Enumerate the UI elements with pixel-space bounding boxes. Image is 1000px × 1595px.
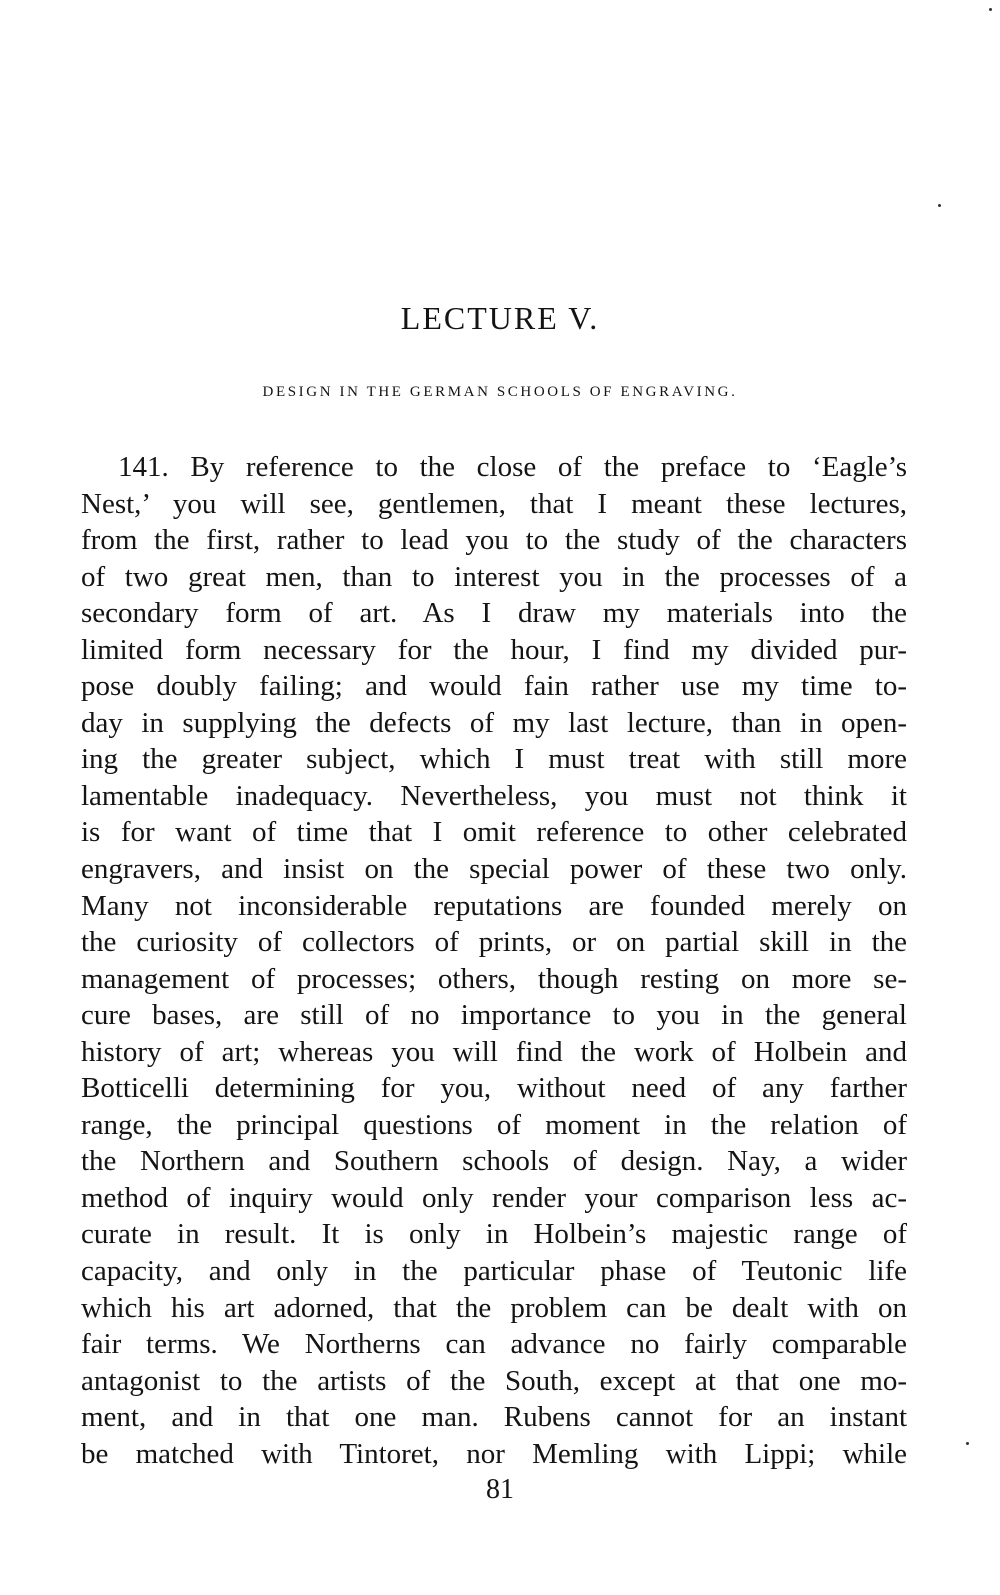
text-line: from the first, rather to lead you to the study of the characters bbox=[81, 524, 907, 557]
text-line: cure bases, are still of no importance to you in the general bbox=[81, 999, 907, 1032]
text-line: management of processes; others, though resting on more se- bbox=[81, 962, 907, 995]
text-line: ing the greater subject, which I must treat with still more bbox=[81, 743, 907, 776]
text-line: pose doubly failing; and would fain rather use my time to- bbox=[81, 670, 907, 703]
text-line: the Northern and Southern schools of design. Nay, a wider bbox=[81, 1145, 907, 1178]
text-line: secondary form of art. As I draw my materials into the bbox=[81, 597, 907, 630]
text-line: antagonist to the artists of the South, except at that one mo- bbox=[81, 1364, 907, 1397]
text-line: lamentable inadequacy. Nevertheless, you must not think it bbox=[81, 779, 907, 812]
text-line: history of art; whereas you will find the work of Holbein and bbox=[81, 1035, 907, 1068]
text-line: ment, and in that one man. Rubens cannot for an instant bbox=[81, 1401, 907, 1434]
text-line: curate in result. It is only in Holbein’s majestic range of bbox=[81, 1218, 907, 1251]
text-line: which his art adorned, that the problem can be dealt with on bbox=[81, 1291, 907, 1324]
text-line: Botticelli determining for you, without need of any farther bbox=[81, 1072, 907, 1105]
scan-speck bbox=[938, 204, 941, 207]
text-line: limited form necessary for the hour, I find my divided pur- bbox=[81, 633, 907, 666]
text-line: the curiosity of collectors of prints, or on partial skill in the bbox=[81, 926, 907, 959]
text-line: capacity, and only in the particular phase of Teutonic life bbox=[81, 1255, 907, 1288]
text-line: is for want of time that I omit reference to other celebrated bbox=[81, 816, 907, 849]
text-line: be matched with Tintoret, nor Memling with Lippi; while bbox=[81, 1437, 907, 1470]
text-line: engravers, and insist on the special power of these two only. bbox=[81, 853, 907, 886]
text-line: Nest,’ you will see, gentlemen, that I meant these lectures, bbox=[81, 487, 907, 520]
text-line: of two great men, than to interest you in the processes of a bbox=[81, 560, 907, 593]
scan-speck bbox=[989, 8, 992, 11]
text-line: Many not inconsiderable reputations are founded merely on bbox=[81, 889, 907, 922]
text-line: day in supplying the defects of my last lecture, than in open- bbox=[81, 706, 907, 739]
text-line: method of inquiry would only render your comparison less ac- bbox=[81, 1181, 907, 1214]
lecture-title: LECTURE V. bbox=[400, 300, 600, 336]
paragraph-141 bbox=[81, 449, 907, 1472]
text-line: fair terms. We Northerns can advance no fairly comparable bbox=[81, 1328, 907, 1361]
text-line: range, the principal questions of moment in the relation of bbox=[81, 1108, 907, 1141]
page-number: 81 bbox=[486, 1474, 514, 1505]
text-line: 141. By reference to the close of the preface to ‘Eagle’s bbox=[118, 451, 907, 483]
scan-speck bbox=[966, 1442, 969, 1445]
lecture-subtitle: DESIGN IN THE GERMAN SCHOOLS OF ENGRAVING. bbox=[262, 384, 738, 400]
